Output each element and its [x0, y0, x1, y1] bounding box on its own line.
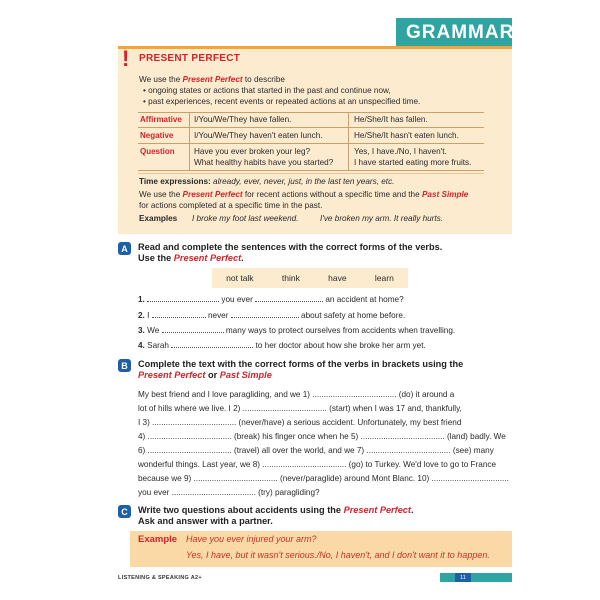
- row-question2-c2: I have started eating more fruits.: [354, 158, 472, 167]
- compare-line-1: [139, 190, 468, 200]
- text-line: you ever ..................................... (try) paragliding?: [138, 488, 320, 497]
- footer-bar: [440, 573, 512, 582]
- grammar-tab: [396, 18, 515, 48]
- section-b-title-1: Complete the text with the correct forms of the verbs in brackets using the: [138, 359, 464, 369]
- exercise-a-item-1: [138, 294, 404, 304]
- text-line: I 3) ..................................... (never/have) a serious accident. Unfortunately, my best friend: [138, 418, 462, 427]
- grammar-tab-label: GRAMMAR: [406, 22, 515, 43]
- intro-term: Present Perfect: [182, 75, 243, 84]
- item-text: I: [147, 311, 150, 320]
- exclamation-icon: !: [122, 46, 130, 71]
- compare-mid: for recent actions without a specific time and the: [242, 190, 422, 199]
- page-number: 11: [455, 573, 471, 582]
- section-c-badge: C: [118, 505, 131, 518]
- word-item: learn: [374, 273, 394, 283]
- section-b-title-2: [138, 370, 272, 381]
- example-question: Have you ever injured your arm?: [186, 534, 317, 544]
- text-line: 6) ..................................... (travel) all over the world, and we 7) ..................................... (see) many: [138, 446, 494, 455]
- examples-label: Examples: [139, 214, 178, 223]
- table-line: [138, 170, 484, 171]
- word-box: [212, 268, 408, 288]
- answer-blank[interactable]: [255, 294, 323, 302]
- section-b-or: or: [205, 370, 220, 380]
- example-1: I broke my foot last weekend.: [192, 214, 299, 223]
- intro-post: to describe: [242, 75, 285, 84]
- text-line: My best friend and I love paragliding, and we 1) ..................................... (do) it around a: [138, 390, 455, 399]
- answer-blank[interactable]: [162, 325, 224, 333]
- item-text: about safety at home before.: [301, 311, 406, 320]
- answer-blank[interactable]: [152, 310, 206, 318]
- item-text: you ever: [221, 295, 253, 304]
- compare-term2: Past Simple: [421, 190, 469, 199]
- row-affirmative-c2: He/She/It has fallen.: [354, 115, 428, 124]
- grammar-intro: [139, 75, 285, 85]
- compare-pre: We use the: [139, 190, 183, 199]
- item-text: an accident at home?: [325, 295, 404, 304]
- item-number: 4.: [138, 341, 145, 350]
- time-expressions: [139, 177, 394, 187]
- section-c-title-2: Ask and answer with a partner.: [138, 516, 273, 526]
- word-item: have: [328, 273, 347, 283]
- section-c-title-post: .: [410, 505, 414, 515]
- row-question-c2: Yes, I have./No, I haven't.: [354, 147, 447, 156]
- text-line: 4) ..................................... (break) his finger once when he 5) ..................................... (land) badly. We: [138, 432, 506, 441]
- row-question-c1: Have you ever broken your leg?: [194, 147, 311, 156]
- example-answer: Yes, I have, but it wasn't serious./No, I haven't, and I don't want it to happen.: [186, 550, 490, 560]
- row-label-question: Question: [140, 147, 175, 156]
- row-negative-c1: I/You/We/They haven't eaten lunch.: [194, 131, 323, 140]
- text-line: lot of hills where we live. I 2) ..................................... (start) when I was 17 and, thankfully,: [138, 404, 462, 413]
- row-question2-c1: What healthy habits have you started?: [194, 158, 334, 167]
- section-a-badge: A: [118, 242, 131, 255]
- item-text: We: [147, 326, 160, 335]
- time-expr-label: Time expressions:: [139, 177, 211, 186]
- row-label-negative: Negative: [140, 131, 174, 140]
- example-2: I've broken my arm. It really hurts.: [320, 214, 444, 223]
- item-text: never: [207, 311, 229, 320]
- section-a-title-2: [138, 253, 244, 264]
- time-expr-list: already, ever, never, just, in the last ten years, etc.: [210, 177, 395, 186]
- section-a-title-post: .: [241, 253, 244, 263]
- section-a-title-pre: Use the: [138, 253, 174, 263]
- word-item: think: [281, 273, 300, 283]
- section-a-title-1: Read and complete the sentences with the correct forms of the verbs.: [138, 242, 443, 252]
- row-affirmative-c1: I/You/We/They have fallen.: [194, 115, 292, 124]
- exercise-a-item-2: [138, 310, 405, 320]
- intro-pre: We use the: [139, 75, 183, 84]
- word-item: not talk: [226, 273, 254, 283]
- item-text: Sarah: [147, 341, 169, 350]
- exercise-a-item-3: [138, 325, 455, 335]
- exercise-a-item-4: [138, 340, 426, 350]
- divider: [138, 173, 484, 174]
- grammar-bullet-2: • past experiences, recent events or repeated actions at an unspecified time.: [143, 97, 421, 106]
- section-a-term: Present Perfect: [173, 253, 242, 263]
- section-c-title-1: [138, 505, 414, 516]
- footer-title: LISTENING & SPEAKING A2+: [118, 575, 202, 581]
- item-text: many ways to protect ourselves from accidents when travelling.: [225, 326, 456, 335]
- section-c-term: Present Perfect: [343, 505, 411, 515]
- section-c-title-pre: Write two questions about accidents using the: [138, 505, 344, 515]
- row-label-affirmative: Affirmative: [140, 115, 182, 124]
- item-number: 1.: [138, 295, 145, 304]
- row-negative-c2: He/She/It hasn't eaten lunch.: [354, 131, 459, 140]
- item-number: 2.: [138, 311, 145, 320]
- example-label: Example: [138, 534, 178, 545]
- text-line: because we 9) ..................................... (never/paraglide) around Mont Blanc. 10) ..................................: [138, 474, 509, 483]
- section-b-badge: B: [118, 359, 131, 372]
- grammar-bullet-1: • ongoing states or actions that started in the past and continue now,: [143, 86, 391, 95]
- text-line: wonderful things. Last year, we 8) ..................................... (go) to Turkey. We'd love to go to France: [138, 460, 497, 469]
- grammar-title: PRESENT PERFECT: [139, 53, 241, 64]
- compare-line-2: for actions completed at a specific time in the past.: [139, 201, 323, 210]
- compare-term: Present Perfect: [182, 190, 243, 199]
- table-line: [189, 112, 190, 170]
- item-number: 3.: [138, 326, 145, 335]
- section-b-term-1: Present Perfect: [138, 370, 206, 380]
- answer-blank[interactable]: [147, 294, 219, 302]
- table-line: [348, 112, 349, 170]
- section-b-term-2: Past Simple: [219, 370, 272, 380]
- item-text: to her doctor about how she broke her arm yet.: [255, 341, 426, 350]
- answer-blank[interactable]: [171, 340, 253, 348]
- answer-blank[interactable]: [231, 310, 299, 318]
